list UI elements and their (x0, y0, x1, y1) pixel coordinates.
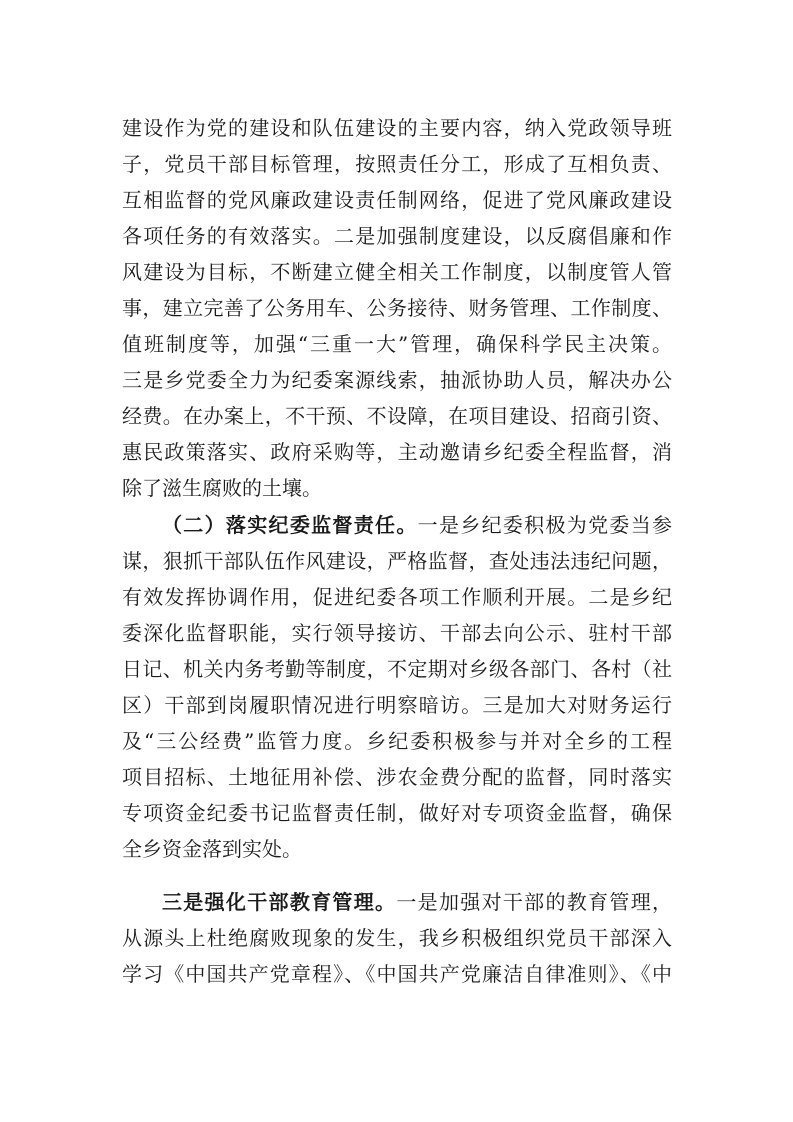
paragraph-1-line-8: 三是乡党委全力为纪委案源线索，抽派协助人员，解决办公 (122, 368, 672, 392)
paragraph-2-line-8: 项目招标、土地征用补偿、涉农金费分配的监督，同时落实 (122, 765, 672, 789)
paragraph-2-line-7: 及“三公经费”监管力度。乡纪委积极参与并对全乡的工程 (122, 729, 672, 753)
paragraph-2-line-3: 有效发挥协调作用，促进纪委各项工作顺利开展。二是乡纪 (122, 585, 672, 609)
paragraph-1-line-1: 建设作为党的建设和队伍建设的主要内容，纳入党政领导班 (122, 116, 672, 140)
paragraph-2-line-2: 谋，狠抓干部队伍作风建设，严格监督，查处违法违纪问题， (122, 549, 672, 573)
paragraph-2-line-10: 全乡资金落到实处。 (122, 837, 302, 861)
paragraph-2-line-6: 区）干部到岗履职情况进行明察暗访。三是加大对财务运行 (122, 693, 672, 717)
section-heading-3: 三是强化干部教育管理。 (162, 890, 397, 914)
paragraph-1-line-3: 互相监督的党风廉政建设责任制网络，促进了党风廉政建设 (122, 188, 672, 212)
paragraph-2-line-9: 专项资金纪委书记监督责任制，做好对专项资金监督，确保 (122, 801, 672, 825)
paragraph-3-line-3: 学习《中国共产党章程》、《中国共产党廉洁自律准则》、《中 (122, 962, 672, 986)
paragraph-1-line-2: 子，党员干部目标管理，按照责任分工，形成了互相负责、 (122, 152, 672, 176)
paragraph-3-line-2: 从源头上杜绝腐败现象的发生，我乡积极组织党员干部深入 (122, 926, 672, 950)
paragraph-1-line-7: 值班制度等，加强“三重一大”管理，确保科学民主决策。 (122, 332, 672, 356)
paragraph-1-line-4: 各项任务的有效落实。二是加强制度建设，以反腐倡廉和作 (122, 224, 672, 248)
paragraph-1-line-10: 惠民政策落实、政府采购等，主动邀请乡纪委全程监督，消 (122, 440, 672, 464)
paragraph-1-line-11: 除了滋生腐败的土壤。 (122, 476, 322, 500)
paragraph-1-line-5: 风建设为目标，不断建立健全相关工作制度，以制度管人管 (122, 260, 672, 284)
paragraph-3-first-line-text: 一是加强对干部的教育管理， (396, 890, 673, 914)
paragraph-1-line-9: 经费。在办案上，不干预、不设障，在项目建设、招商引资、 (122, 404, 672, 428)
paragraph-2-first-line-text: 一是乡纪委积极为党委当参 (417, 513, 673, 537)
paragraph-2-line-5: 日记、机关内务考勤等制度，不定期对乡级各部门、各村（社 (122, 657, 672, 681)
paragraph-2-line-1 (162, 508, 672, 542)
paragraph-2-line-4: 委深化监督职能，实行领导接访、干部去向公示、驻村干部 (122, 621, 672, 645)
section-heading-2: （二）落实纪委监督责任。 (162, 513, 418, 537)
paragraph-3-line-1 (162, 885, 672, 919)
paragraph-1-line-6: 事，建立完善了公务用车、公务接待、财务管理、工作制度、 (122, 296, 672, 320)
